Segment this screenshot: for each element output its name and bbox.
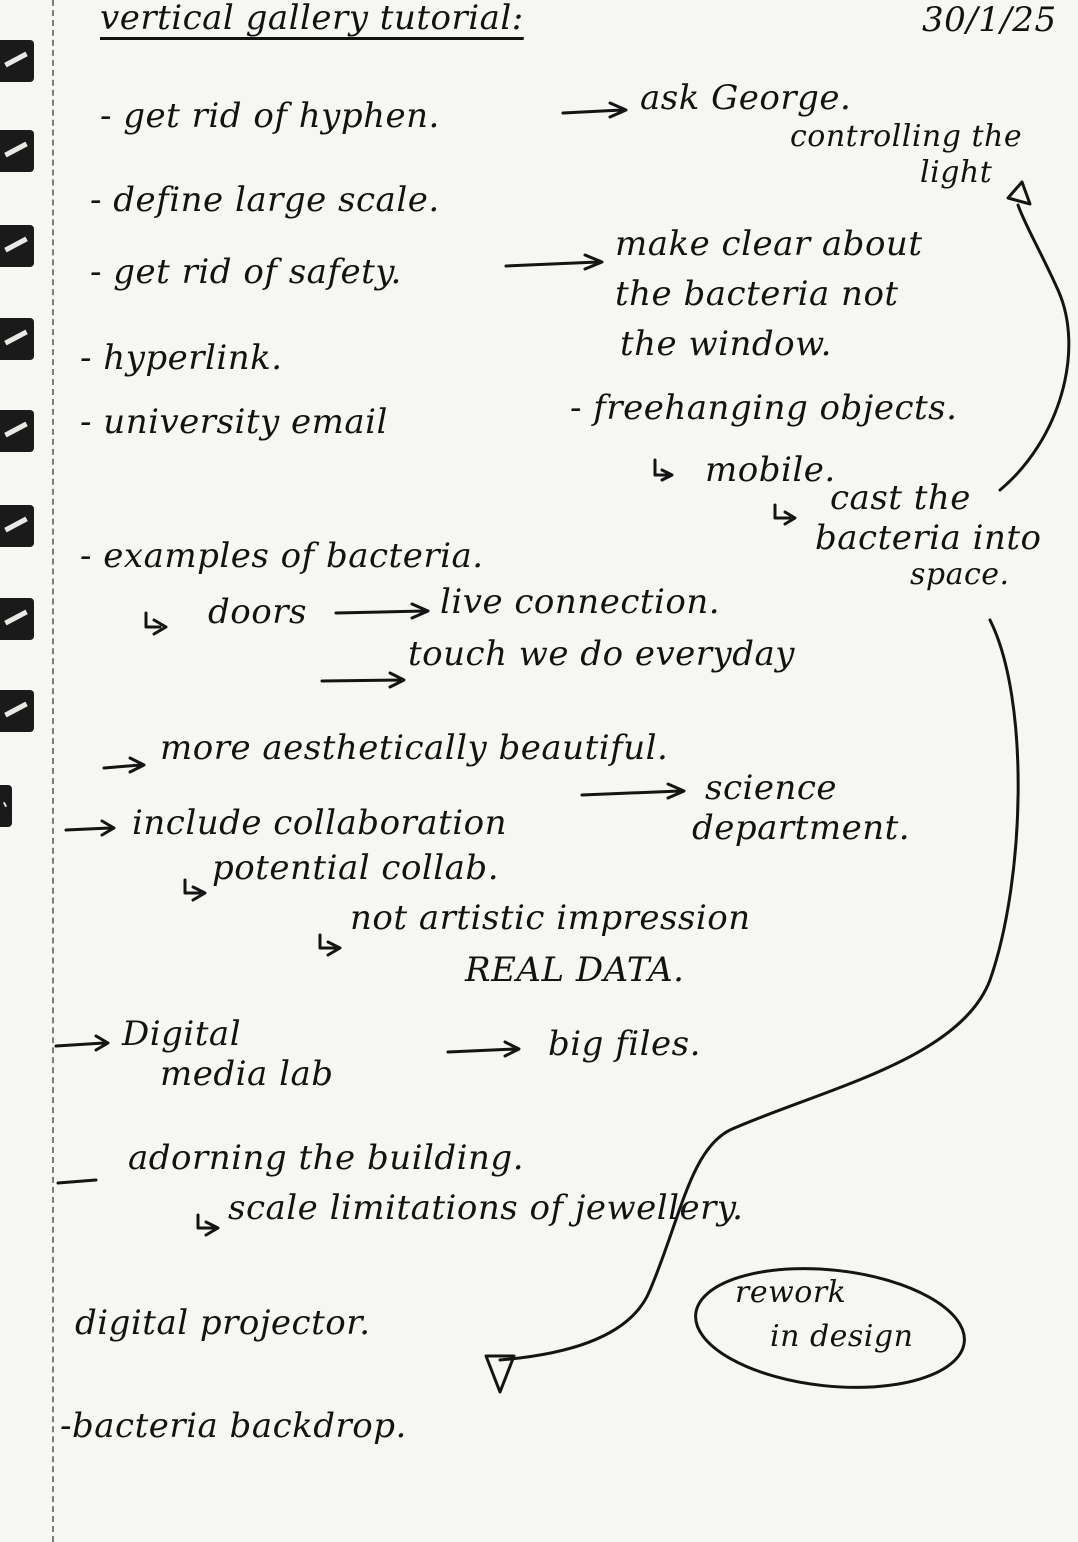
controlling-light-line2: light <box>920 155 993 190</box>
ask-george: ask George. <box>640 78 852 118</box>
rework-line1: rework <box>735 1275 847 1310</box>
adorning-building: adorning the building. <box>128 1138 525 1178</box>
aesthetically-beautiful: more aesthetically beautiful. <box>160 728 669 768</box>
list-item: - university email <box>80 402 388 442</box>
digital-media-line2: media lab <box>160 1054 334 1094</box>
scale-limitations: scale limitations of jewellery. <box>228 1188 744 1228</box>
touch-everyday: touch we do everyday <box>408 634 796 674</box>
doors: doors <box>208 592 307 632</box>
examples-of-bacteria: - examples of bacteria. <box>80 536 484 576</box>
list-item: - define large scale. <box>90 180 440 220</box>
live-connection: live connection. <box>440 582 721 622</box>
bacteria-backdrop: -bacteria backdrop. <box>60 1406 407 1446</box>
digital-projector: digital projector. <box>75 1303 371 1343</box>
rework-line2: in design <box>770 1319 914 1354</box>
cast-line3: space. <box>910 557 1010 592</box>
cast-line2: bacteria into <box>815 518 1042 558</box>
freehanging-objects: - freehanging objects. <box>570 388 958 428</box>
make-clear-line1: make clear about <box>615 224 923 264</box>
list-item: - hyperlink. <box>80 338 283 378</box>
science-line1: science <box>705 768 838 808</box>
make-clear-line3: the window. <box>620 324 832 364</box>
real-data: REAL DATA. <box>465 950 685 990</box>
include-collaboration: include collaboration <box>132 803 507 843</box>
list-item: - get rid of safety. <box>90 252 402 292</box>
digital-media-line1: Digital <box>122 1014 242 1054</box>
not-artistic-impression: not artistic impression <box>350 898 751 938</box>
controlling-light-line1: controlling the <box>790 119 1023 154</box>
big-files: big files. <box>548 1024 701 1064</box>
make-clear-line2: the bacteria not <box>615 274 899 314</box>
note-title: vertical gallery tutorial: <box>100 0 524 38</box>
list-item: - get rid of hyphen. <box>100 96 440 136</box>
mobile: mobile. <box>705 450 836 490</box>
note-date: 30/1/25 <box>922 0 1057 40</box>
science-line2: department. <box>692 808 911 848</box>
potential-collab: potential collab. <box>212 848 500 888</box>
cast-line1: cast the <box>830 478 971 518</box>
